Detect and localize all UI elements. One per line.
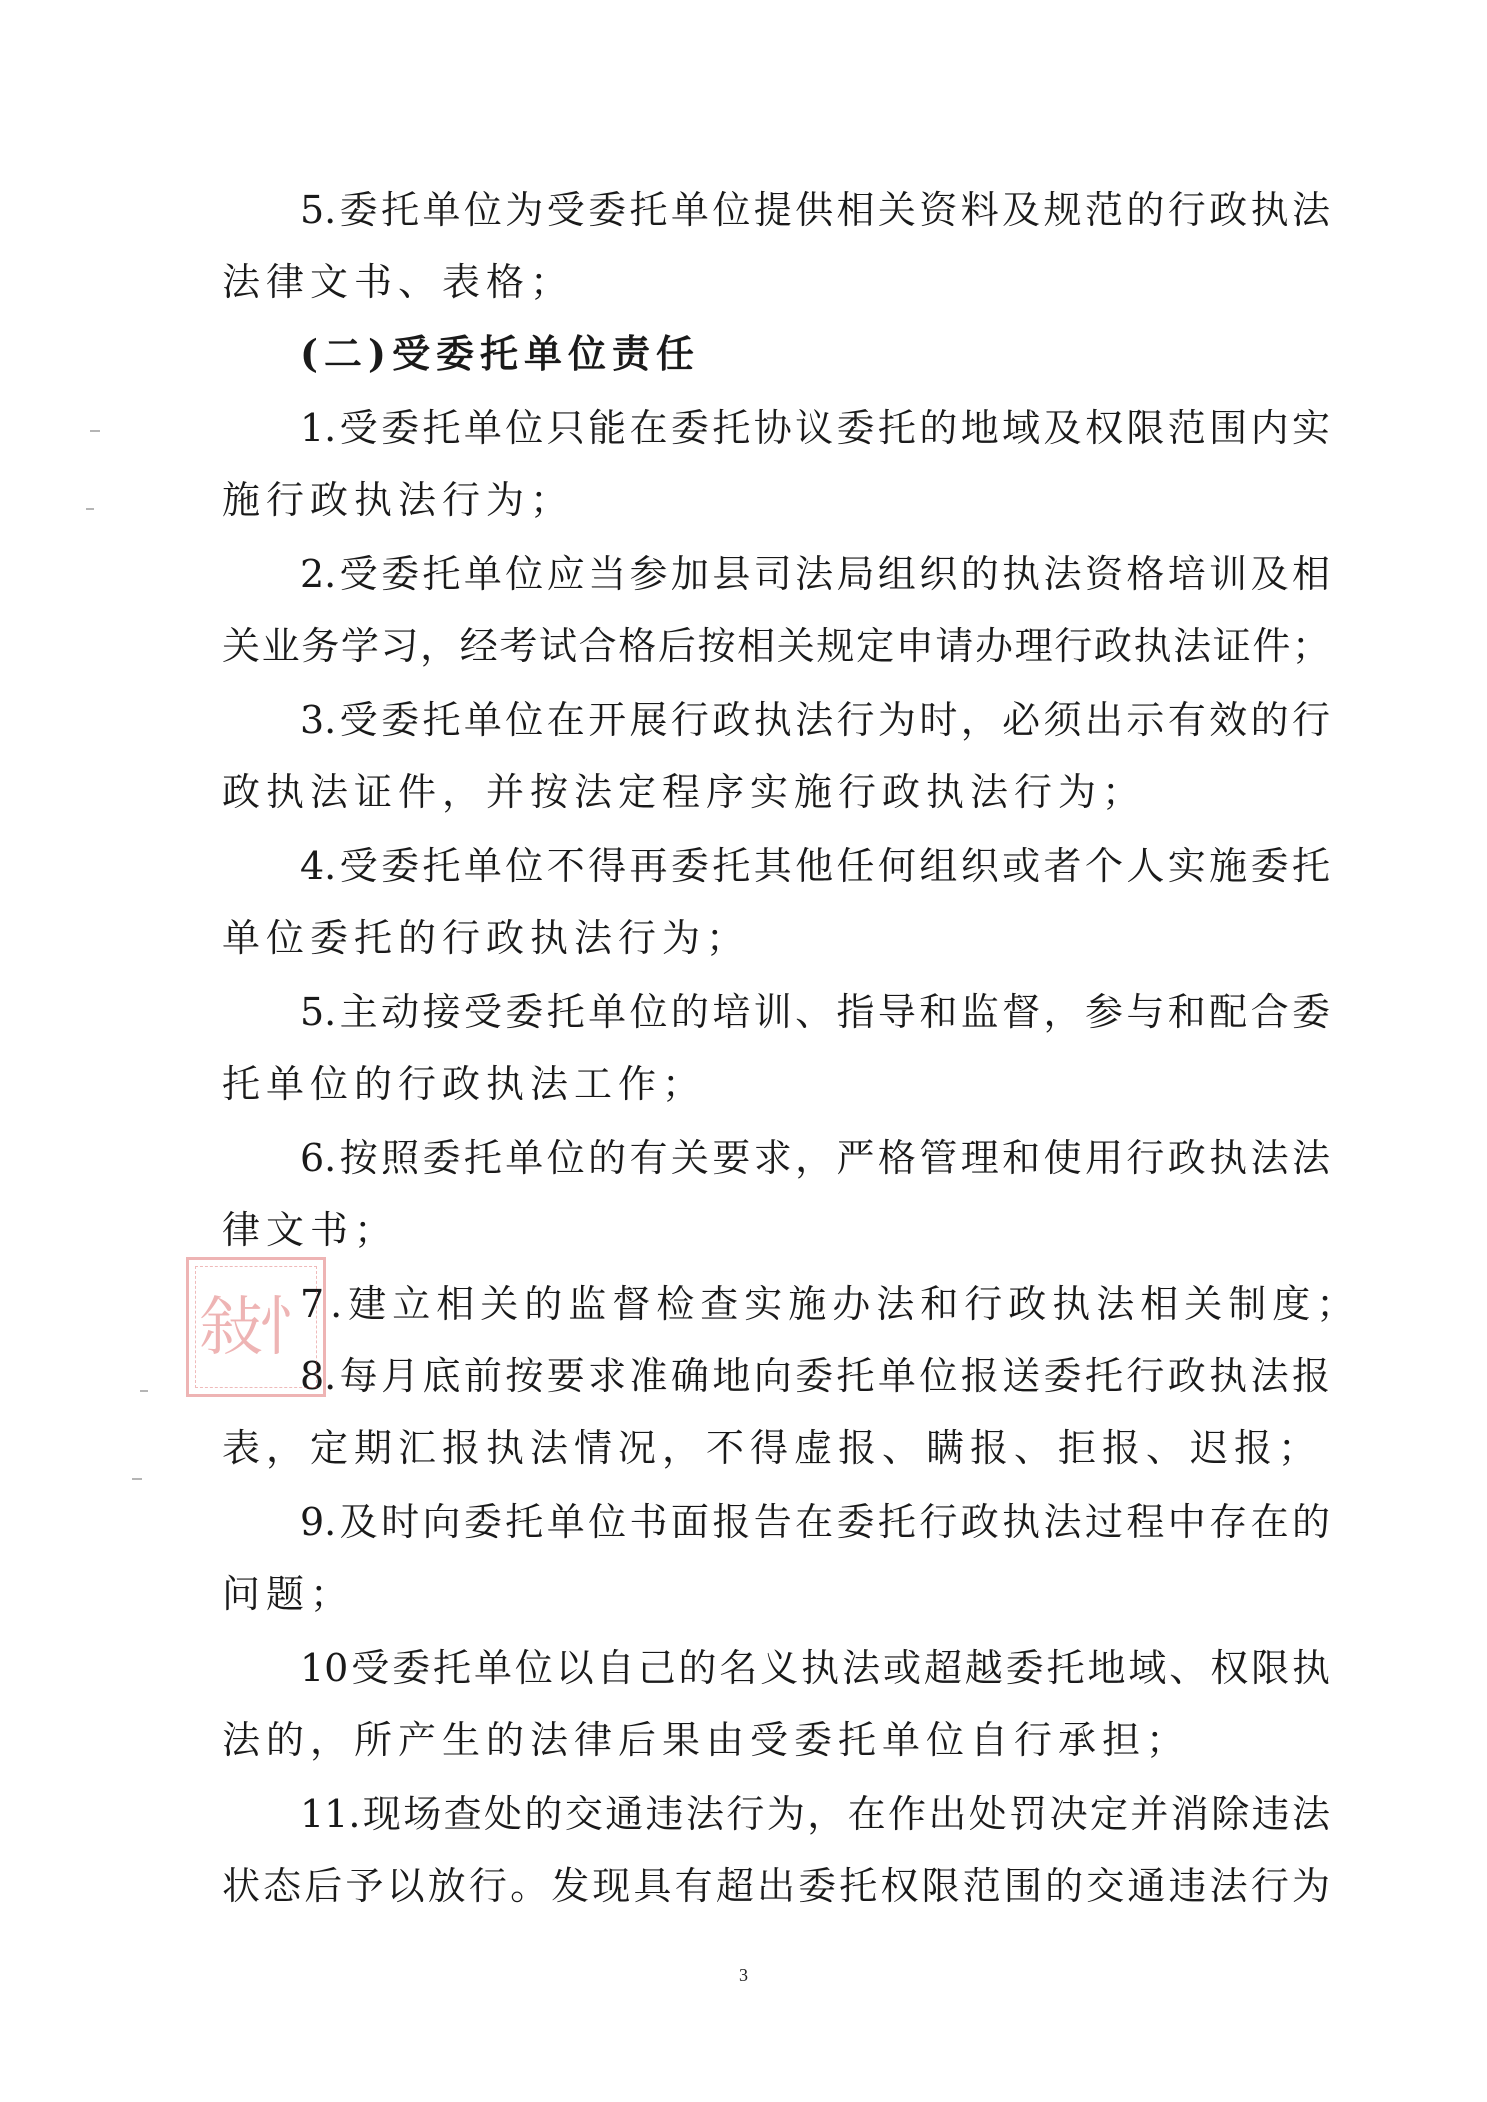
scan-speck (132, 1478, 142, 1480)
text-line: 托单位的行政执法工作； (222, 1062, 707, 1106)
section-heading: (二)受委托单位责任 (300, 331, 700, 376)
scan-speck (90, 430, 100, 432)
text-line: 6.按照委托单位的有关要求，严格管理和使用行政执法法 (300, 1136, 1330, 1180)
seal-glyph: 敍 (199, 1291, 263, 1365)
text-line: 2.受委托单位应当参加县司法局组织的执法资格培训及相 (300, 552, 1330, 596)
text-line: 8.每月底前按要求准确地向委托单位报送委托行政执法报 (300, 1354, 1330, 1398)
text-line: 政执法证件，并按法定程序实施行政执法行为； (222, 770, 1147, 814)
seal-glyph: 忄 (259, 1291, 323, 1365)
text-line: 3.受委托单位在开展行政执法行为时，必须出示有效的行 (300, 698, 1330, 742)
text-line: 7.建立相关的监督检查实施办法和行政执法相关制度； (300, 1282, 1361, 1326)
text-line: 法的，所产生的法律后果由受委托单位自行承担； (222, 1718, 1191, 1762)
official-seal-stamp (186, 1257, 326, 1397)
text-line: 4.受委托单位不得再委托其他任何组织或者个人实施委托 (300, 844, 1330, 888)
text-line: 5.委托单位为受委托单位提供相关资料及规范的行政执法 (300, 188, 1330, 232)
text-line: 10受委托单位以自己的名义执法或超越委托地域、权限执 (300, 1646, 1330, 1690)
text-line: 法律文书、表格； (222, 260, 575, 304)
text-line: 问题； (222, 1572, 355, 1616)
text-line: 状态后予以放行。发现具有超出委托权限范围的交通违法行为 (222, 1864, 1330, 1908)
scan-speck (86, 508, 94, 510)
text-line: 1.受委托单位只能在委托协议委托的地域及权限范围内实 (300, 406, 1330, 450)
text-line: 施行政执法行为； (222, 478, 575, 522)
text-line: 9.及时向委托单位书面报告在委托行政执法过程中存在的 (300, 1500, 1330, 1544)
text-line: 关业务学习，经考试合格后按相关规定申请办理行政执法证件； (222, 624, 1330, 668)
text-line: 单位委托的行政执法行为； (222, 916, 751, 960)
text-line: 11.现场查处的交通违法行为，在作出处罚决定并消除违法 (300, 1792, 1330, 1836)
text-line: 表，定期汇报执法情况，不得虚报、瞒报、拒报、迟报； (222, 1426, 1323, 1470)
text-line: 5.主动接受委托单位的培训、指导和监督，参与和配合委 (300, 990, 1330, 1034)
scan-speck (140, 1390, 148, 1392)
page-number: 3 (739, 1965, 748, 1985)
text-line: 律文书； (222, 1208, 399, 1252)
